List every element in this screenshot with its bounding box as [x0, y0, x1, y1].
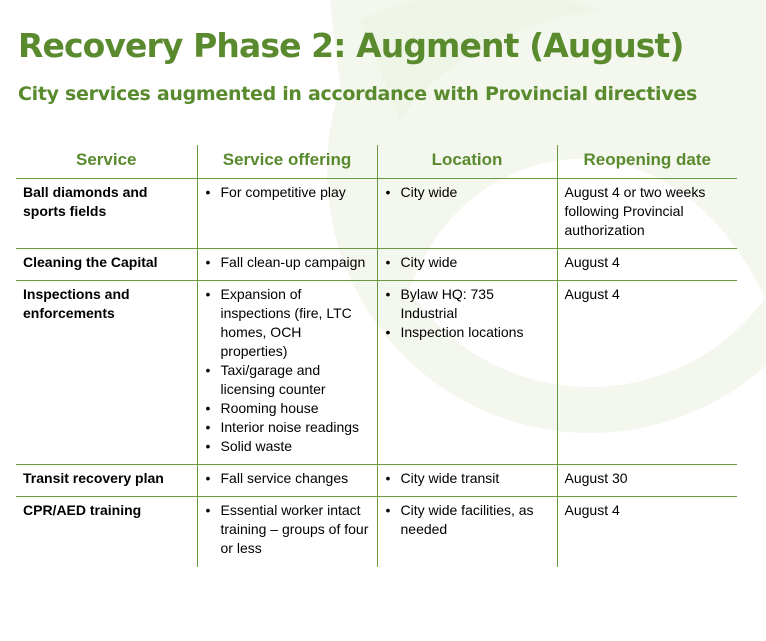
location-list — [385, 469, 551, 488]
location-cell — [377, 179, 557, 249]
offering-list — [205, 183, 371, 202]
location-item: • Bylaw HQ: 735 Industrial — [385, 285, 551, 323]
location-list — [385, 285, 551, 342]
reopening-date-cell: August 30 — [557, 465, 737, 497]
offering-list — [205, 253, 371, 272]
offering-item: • Rooming house — [205, 399, 371, 418]
column-header-reopening-date: Reopening date — [557, 145, 737, 179]
location-cell — [377, 281, 557, 465]
table-header-row — [16, 145, 737, 179]
location-item: • City wide — [385, 183, 551, 202]
column-header-location: Location — [377, 145, 557, 179]
service-offering-cell — [197, 497, 377, 568]
location-item: • City wide — [385, 253, 551, 272]
offering-list — [205, 285, 371, 456]
reopening-date-cell: August 4 — [557, 281, 737, 465]
reopening-date-cell: August 4 — [557, 497, 737, 568]
table-row — [16, 281, 737, 465]
table-row — [16, 465, 737, 497]
table-row — [16, 249, 737, 281]
service-name-cell: Transit recovery plan — [16, 465, 197, 497]
location-item: • City wide facilities, as needed — [385, 501, 551, 539]
location-item: • Inspection locations — [385, 323, 551, 342]
service-offering-cell — [197, 249, 377, 281]
service-name-cell: Inspections and enforcements — [16, 281, 197, 465]
offering-item: • Taxi/garage and licensing counter — [205, 361, 371, 399]
services-table — [16, 145, 737, 567]
location-list — [385, 183, 551, 202]
service-name-cell: Ball diamonds and sports fields — [16, 179, 197, 249]
table-row — [16, 179, 737, 249]
offering-item: • Expansion of inspections (fire, LTC homes, OCH properties) — [205, 285, 371, 361]
service-offering-cell — [197, 465, 377, 497]
offering-list — [205, 501, 371, 558]
column-header-service-offering: Service offering — [197, 145, 377, 179]
offering-item: • Interior noise readings — [205, 418, 371, 437]
offering-item: • Solid waste — [205, 437, 371, 456]
service-name-cell: CPR/AED training — [23, 502, 142, 518]
service-offering-cell — [197, 281, 377, 465]
location-item: • City wide transit — [385, 469, 551, 488]
offering-item: • Essential worker intact training – groups of four or less — [205, 501, 371, 558]
service-name-cell: Cleaning the Capital — [16, 249, 197, 281]
page-title: Recovery Phase 2: Augment (August) — [18, 26, 684, 65]
reopening-date-cell: August 4 — [557, 249, 737, 281]
service-offering-cell — [197, 179, 377, 249]
offering-item: • For competitive play — [205, 183, 371, 202]
location-list — [385, 253, 551, 272]
location-list — [385, 501, 551, 539]
table-row — [16, 497, 737, 568]
reopening-date-cell: August 4 or two weeks following Provincial authorization — [557, 179, 737, 249]
location-cell — [377, 249, 557, 281]
location-cell — [377, 465, 557, 497]
column-header-service: Service — [16, 145, 197, 179]
page-subtitle: City services augmented in accordance with Provincial directives — [18, 83, 697, 105]
location-cell — [377, 497, 557, 568]
offering-item: • Fall clean-up campaign — [205, 253, 371, 272]
offering-item: • Fall service changes — [205, 469, 371, 488]
offering-list — [205, 469, 371, 488]
